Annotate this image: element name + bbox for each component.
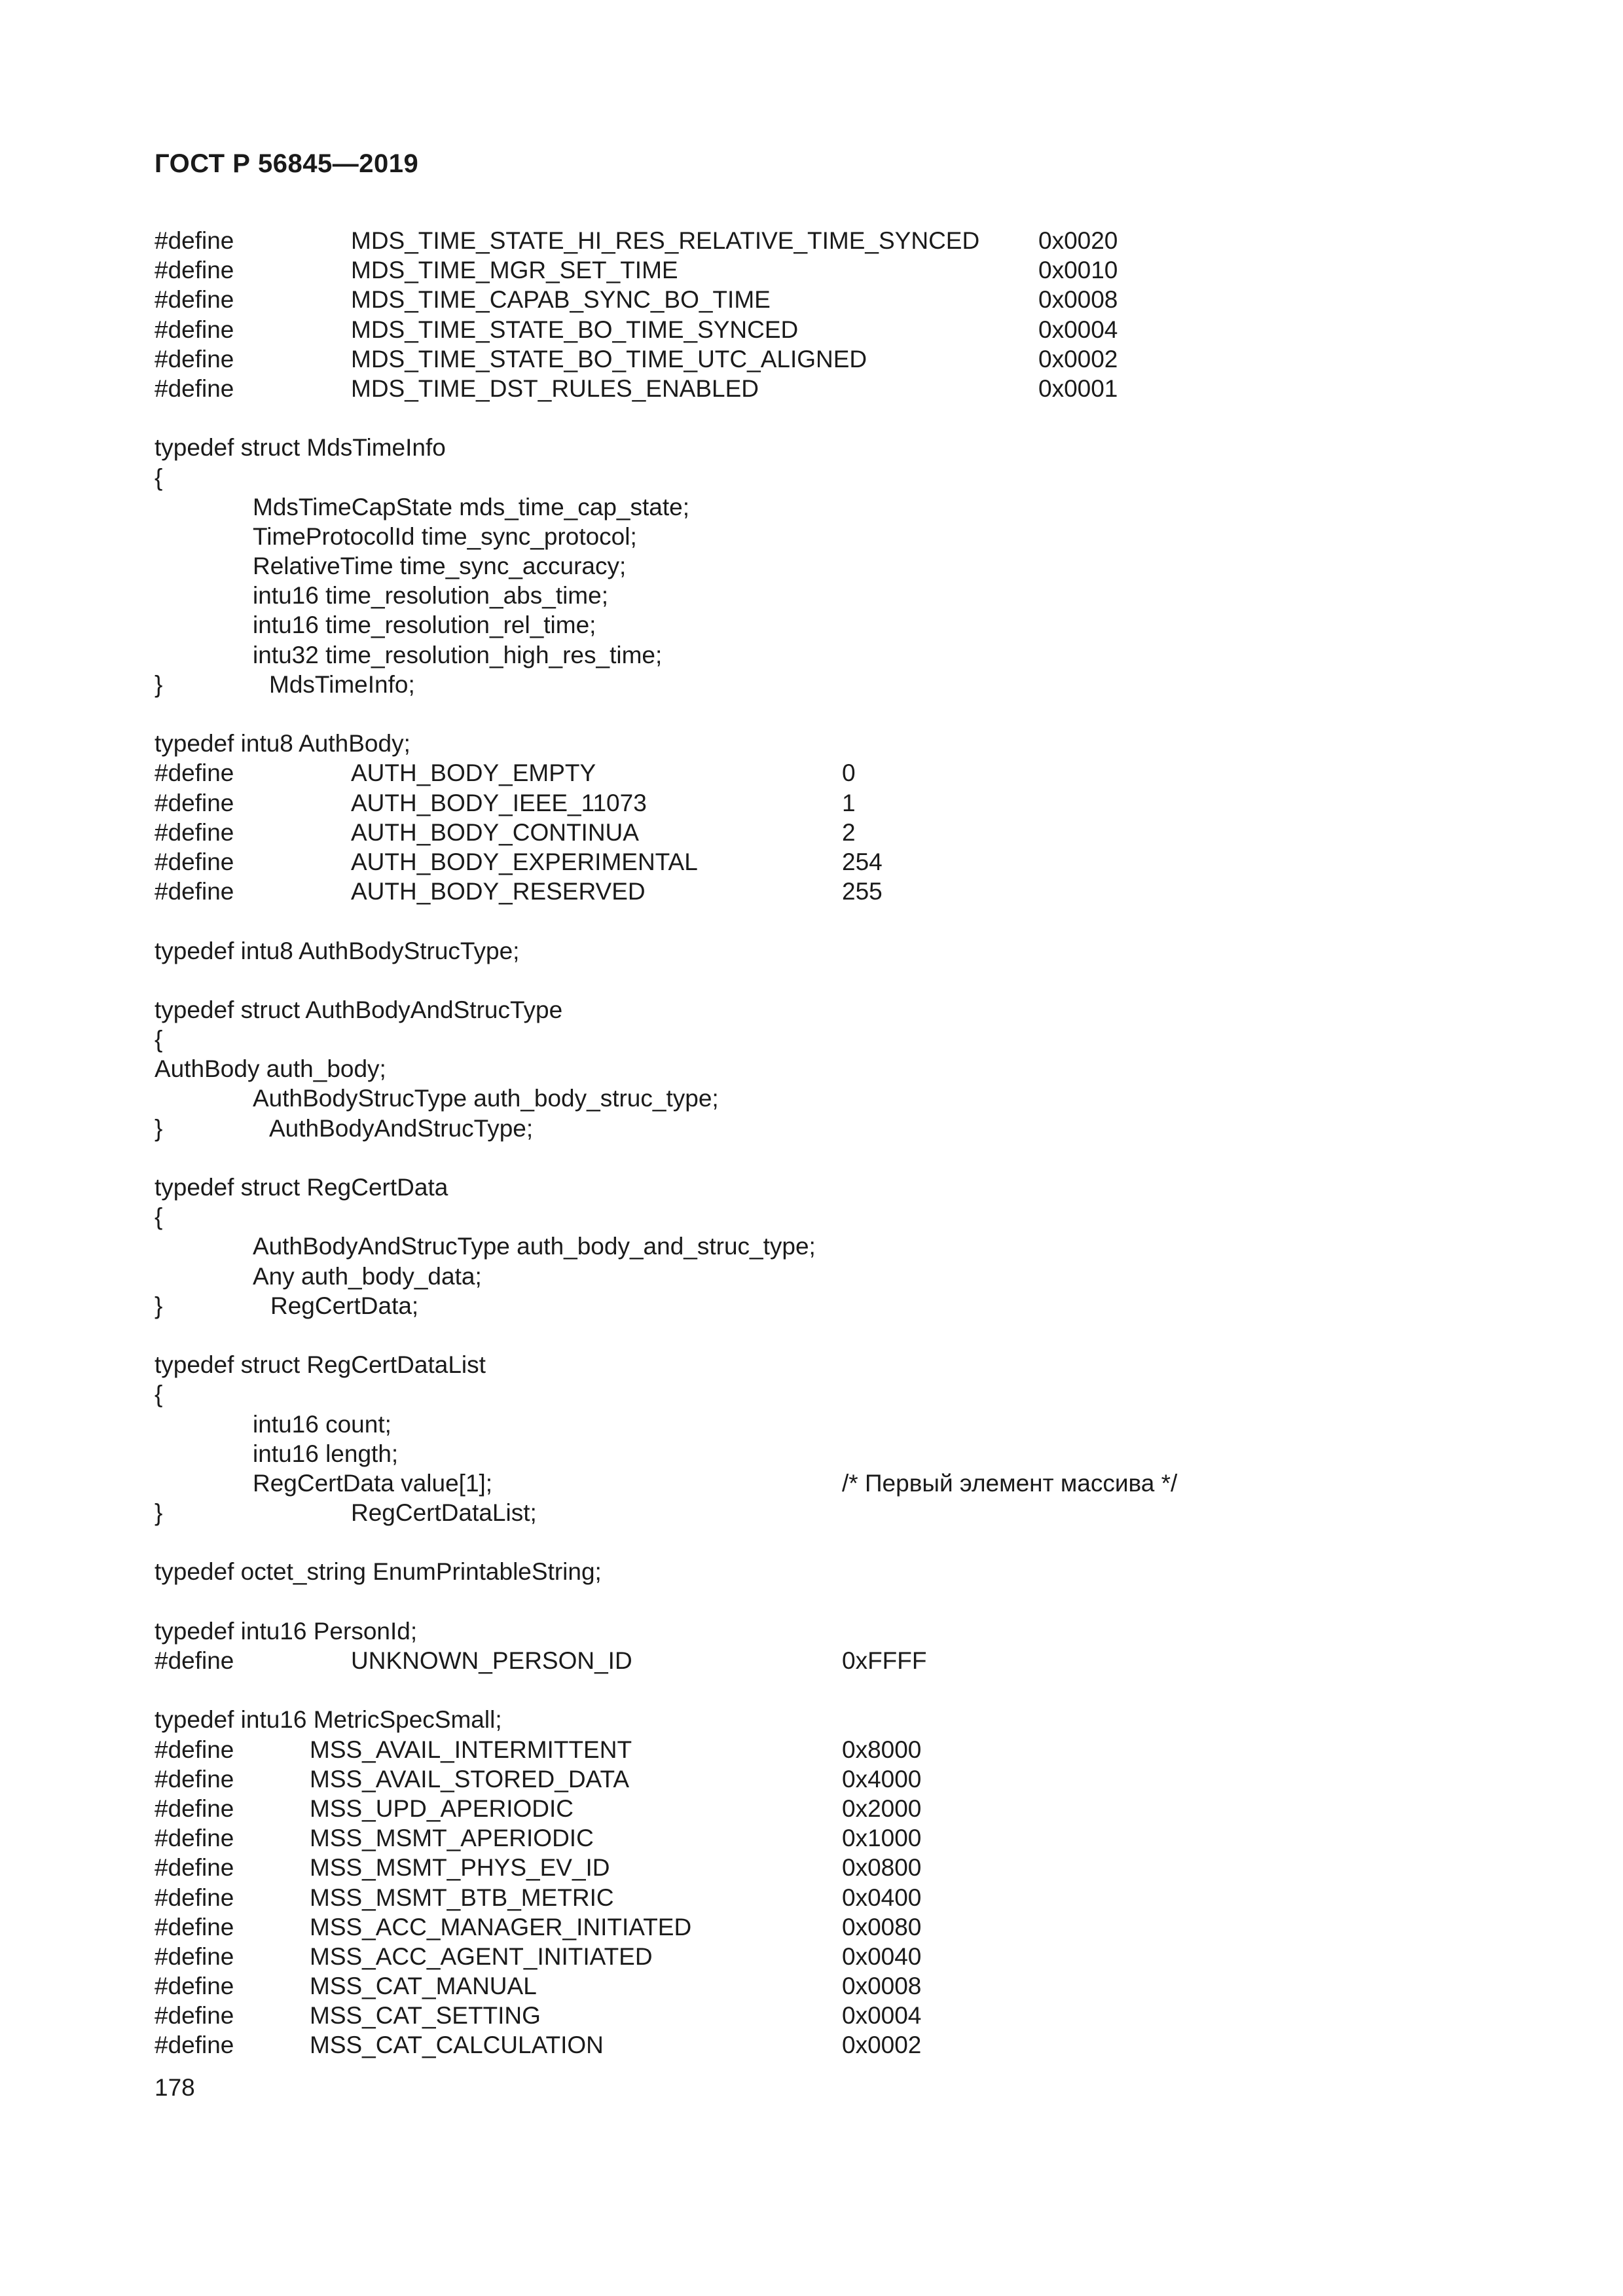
blank-line bbox=[155, 1321, 1497, 1350]
define-value: 0x0008 bbox=[842, 1973, 922, 2000]
define-keyword: #define bbox=[155, 345, 234, 373]
define-value: 0x0080 bbox=[842, 1913, 922, 1941]
typedef-text: typedef struct RegCertDataList bbox=[155, 1351, 486, 1379]
struct-field: AuthBody auth_body; bbox=[155, 1055, 386, 1083]
field-line bbox=[155, 1439, 1497, 1468]
struct-close-line bbox=[155, 1291, 1497, 1321]
struct-field: Any auth_body_data; bbox=[253, 1262, 482, 1290]
brace-open: { bbox=[155, 1203, 163, 1231]
brace-line bbox=[155, 1379, 1497, 1409]
define-name: MDS_TIME_STATE_HI_RES_RELATIVE_TIME_SYNCED bbox=[351, 227, 980, 254]
typedef-line bbox=[155, 1616, 1497, 1646]
define-line bbox=[155, 1646, 1497, 1675]
define-name: AUTH_BODY_CONTINUA bbox=[351, 818, 639, 846]
standard-header: ГОСТ Р 56845—2019 bbox=[155, 149, 419, 178]
define-value: 0x0010 bbox=[1038, 257, 1118, 284]
define-name: MDS_TIME_STATE_BO_TIME_SYNCED bbox=[351, 316, 799, 343]
typedef-text: typedef struct AuthBodyAndStrucType bbox=[155, 996, 563, 1023]
typedef-line bbox=[155, 1173, 1497, 1202]
define-keyword: #define bbox=[155, 818, 234, 846]
struct-name: RegCertDataList; bbox=[351, 1499, 537, 1527]
brace-close: } bbox=[155, 1499, 163, 1527]
define-keyword: #define bbox=[155, 878, 234, 905]
define-keyword: #define bbox=[155, 1736, 234, 1763]
struct-field: MdsTimeCapState mds_time_cap_state; bbox=[253, 493, 689, 520]
define-value: 0x0004 bbox=[1038, 316, 1118, 343]
define-value: 0x4000 bbox=[842, 1765, 922, 1793]
blank-line bbox=[155, 906, 1497, 936]
define-line bbox=[155, 226, 1497, 255]
typedef-line bbox=[155, 433, 1497, 462]
define-name: AUTH_BODY_IEEE_11073 bbox=[351, 789, 647, 816]
typedef-line bbox=[155, 729, 1497, 758]
define-line bbox=[155, 1912, 1497, 1942]
define-keyword: #define bbox=[155, 1973, 234, 2000]
define-keyword: #define bbox=[155, 848, 234, 875]
field-line bbox=[155, 1468, 1497, 1498]
struct-field: AuthBodyAndStrucType auth_body_and_struc_type; bbox=[253, 1233, 816, 1260]
define-value: 0x0800 bbox=[842, 1854, 922, 1882]
define-value: 0x0001 bbox=[1038, 374, 1118, 402]
code-listing bbox=[155, 226, 1497, 2060]
define-name: MDS_TIME_DST_RULES_ENABLED bbox=[351, 374, 759, 402]
define-name: UNKNOWN_PERSON_ID bbox=[351, 1647, 632, 1674]
typedef-line bbox=[155, 1705, 1497, 1734]
define-line bbox=[155, 1883, 1497, 1912]
struct-close-line bbox=[155, 670, 1497, 699]
define-name: MSS_CAT_MANUAL bbox=[310, 1973, 537, 2000]
define-keyword: #define bbox=[155, 286, 234, 314]
struct-field: AuthBodyStrucType auth_body_struc_type; bbox=[253, 1085, 719, 1112]
define-line bbox=[155, 2001, 1497, 2030]
define-keyword: #define bbox=[155, 316, 234, 343]
define-keyword: #define bbox=[155, 2032, 234, 2059]
define-name: MSS_MSMT_BTB_METRIC bbox=[310, 1884, 614, 1911]
typedef-line bbox=[155, 1350, 1497, 1379]
define-keyword: #define bbox=[155, 2002, 234, 2030]
define-name: MSS_AVAIL_STORED_DATA bbox=[310, 1765, 630, 1793]
define-name: MSS_CAT_CALCULATION bbox=[310, 2032, 604, 2059]
struct-name: AuthBodyAndStrucType; bbox=[269, 1114, 534, 1142]
define-line bbox=[155, 1735, 1497, 1764]
code-comment: /* Первый элемент массива */ bbox=[842, 1469, 1178, 1497]
field-line bbox=[155, 640, 1497, 670]
define-line bbox=[155, 374, 1497, 403]
define-keyword: #define bbox=[155, 257, 234, 284]
define-name: AUTH_BODY_RESERVED bbox=[351, 878, 646, 905]
struct-field: intu16 length; bbox=[253, 1440, 399, 1467]
typedef-text: typedef intu16 PersonId; bbox=[155, 1617, 418, 1645]
define-value: 0x8000 bbox=[842, 1736, 922, 1763]
field-line bbox=[155, 492, 1497, 522]
typedef-text: typedef octet_string EnumPrintableString; bbox=[155, 1558, 602, 1586]
struct-name: MdsTimeInfo; bbox=[269, 670, 415, 698]
define-value: 0x0002 bbox=[1038, 345, 1118, 373]
brace-open: { bbox=[155, 464, 163, 491]
define-value: 0x0008 bbox=[1038, 286, 1118, 314]
define-value: 255 bbox=[842, 878, 883, 905]
field-line bbox=[155, 1084, 1497, 1113]
define-value: 0x0020 bbox=[1038, 227, 1118, 254]
define-line bbox=[155, 315, 1497, 344]
define-line bbox=[155, 2030, 1497, 2060]
define-line bbox=[155, 877, 1497, 906]
define-keyword: #define bbox=[155, 1884, 234, 1911]
struct-name: RegCertData; bbox=[270, 1292, 419, 1319]
field-line bbox=[155, 522, 1497, 551]
define-name: MSS_ACC_AGENT_INITIATED bbox=[310, 1942, 653, 1970]
struct-field: RelativeTime time_sync_accuracy; bbox=[253, 553, 627, 580]
blank-line bbox=[155, 699, 1497, 729]
define-name: AUTH_BODY_EXPERIMENTAL bbox=[351, 848, 698, 875]
define-value: 0x0004 bbox=[842, 2002, 922, 2030]
define-keyword: #define bbox=[155, 1795, 234, 1822]
struct-field: TimeProtocolId time_sync_protocol; bbox=[253, 522, 637, 550]
define-value: 2 bbox=[842, 818, 856, 846]
define-line bbox=[155, 818, 1497, 847]
field-line bbox=[155, 610, 1497, 640]
blank-line bbox=[155, 1587, 1497, 1616]
typedef-text: typedef intu16 MetricSpecSmall; bbox=[155, 1706, 502, 1734]
define-name: MSS_CAT_SETTING bbox=[310, 2002, 541, 2030]
page-number: 178 bbox=[155, 2074, 195, 2101]
struct-field: intu32 time_resolution_high_res_time; bbox=[253, 641, 663, 668]
brace-line bbox=[155, 463, 1497, 492]
define-keyword: #define bbox=[155, 1854, 234, 1882]
define-keyword: #define bbox=[155, 1825, 234, 1852]
struct-close-line bbox=[155, 1498, 1497, 1527]
typedef-text: typedef intu8 AuthBody; bbox=[155, 730, 410, 757]
typedef-line bbox=[155, 1557, 1497, 1586]
brace-close: } bbox=[155, 670, 163, 698]
blank-line bbox=[155, 403, 1497, 433]
brace-open: { bbox=[155, 1026, 163, 1053]
define-line bbox=[155, 1823, 1497, 1853]
define-name: MDS_TIME_MGR_SET_TIME bbox=[351, 257, 678, 284]
define-name: MDS_TIME_STATE_BO_TIME_UTC_ALIGNED bbox=[351, 345, 867, 373]
field-line bbox=[155, 1410, 1497, 1439]
brace-close: } bbox=[155, 1114, 163, 1142]
struct-field: intu16 time_resolution_rel_time; bbox=[253, 611, 596, 639]
blank-line bbox=[155, 1143, 1497, 1173]
define-keyword: #define bbox=[155, 789, 234, 816]
define-keyword: #define bbox=[155, 759, 234, 787]
define-name: MSS_UPD_APERIODIC bbox=[310, 1795, 574, 1822]
typedef-text: typedef struct RegCertData bbox=[155, 1174, 448, 1201]
define-name: MSS_ACC_MANAGER_INITIATED bbox=[310, 1913, 692, 1941]
define-value: 0 bbox=[842, 759, 856, 787]
field-line bbox=[155, 581, 1497, 610]
typedef-text: typedef intu8 AuthBodyStrucType; bbox=[155, 937, 520, 964]
define-keyword: #define bbox=[155, 1765, 234, 1793]
brace-line bbox=[155, 1202, 1497, 1231]
define-line bbox=[155, 1942, 1497, 1971]
define-line bbox=[155, 847, 1497, 877]
define-line bbox=[155, 255, 1497, 285]
blank-line bbox=[155, 1527, 1497, 1557]
define-name: MSS_MSMT_APERIODIC bbox=[310, 1825, 594, 1852]
define-keyword: #define bbox=[155, 1913, 234, 1941]
brace-open: { bbox=[155, 1381, 163, 1408]
define-line bbox=[155, 788, 1497, 818]
define-name: AUTH_BODY_EMPTY bbox=[351, 759, 596, 787]
define-line bbox=[155, 1853, 1497, 1882]
field-line bbox=[155, 551, 1497, 581]
blank-line bbox=[155, 966, 1497, 995]
blank-line bbox=[155, 1675, 1497, 1705]
typedef-line bbox=[155, 936, 1497, 966]
define-value: 0x0040 bbox=[842, 1942, 922, 1970]
define-value: 1 bbox=[842, 789, 856, 816]
struct-close-line bbox=[155, 1114, 1497, 1143]
define-keyword: #define bbox=[155, 374, 234, 402]
define-name: MDS_TIME_CAPAB_SYNC_BO_TIME bbox=[351, 286, 771, 314]
typedef-text: typedef struct MdsTimeInfo bbox=[155, 434, 446, 462]
field-line bbox=[155, 1262, 1497, 1291]
brace-close: } bbox=[155, 1292, 163, 1319]
brace-line bbox=[155, 1025, 1497, 1054]
field-line bbox=[155, 1231, 1497, 1261]
define-value: 0x2000 bbox=[842, 1795, 922, 1822]
define-value: 0x1000 bbox=[842, 1825, 922, 1852]
typedef-line bbox=[155, 995, 1497, 1025]
field-line bbox=[155, 1054, 1497, 1084]
define-name: MSS_AVAIL_INTERMITTENT bbox=[310, 1736, 632, 1763]
define-keyword: #define bbox=[155, 227, 234, 254]
define-line bbox=[155, 758, 1497, 788]
define-line bbox=[155, 285, 1497, 314]
define-keyword: #define bbox=[155, 1942, 234, 1970]
define-line bbox=[155, 1794, 1497, 1823]
define-line bbox=[155, 1764, 1497, 1794]
struct-field: intu16 time_resolution_abs_time; bbox=[253, 582, 608, 610]
define-value: 0x0400 bbox=[842, 1884, 922, 1911]
define-line bbox=[155, 344, 1497, 374]
define-value: 0xFFFF bbox=[842, 1647, 927, 1674]
define-value: 0x0002 bbox=[842, 2032, 922, 2059]
define-keyword: #define bbox=[155, 1647, 234, 1674]
define-value: 254 bbox=[842, 848, 883, 875]
define-name: MSS_MSMT_PHYS_EV_ID bbox=[310, 1854, 610, 1882]
define-line bbox=[155, 1971, 1497, 2001]
struct-field: intu16 count; bbox=[253, 1410, 392, 1438]
struct-field: RegCertData value[1]; bbox=[253, 1469, 493, 1497]
